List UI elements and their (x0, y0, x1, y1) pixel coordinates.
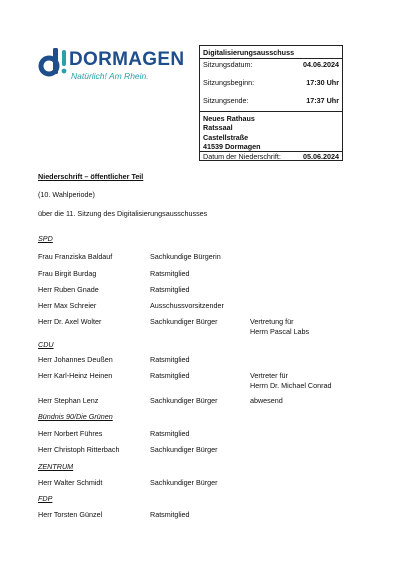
divider (200, 58, 342, 59)
member-row (38, 317, 368, 336)
member-name: Herr Max Schreier (38, 301, 97, 310)
member-row (38, 429, 368, 440)
meeting-start-label: Sitzungsbeginn: (203, 78, 255, 87)
logo-wordmark: DORMAGEN (69, 49, 185, 70)
member-role: Ratsmitglied (150, 510, 190, 519)
member-note-line: Vertretung für (250, 317, 294, 326)
minutes-date-label: Datum der Niederschrift: (203, 152, 281, 161)
meeting-date-label: Sitzungsdatum: (203, 60, 253, 69)
meeting-end-row (203, 96, 339, 105)
group-heading-fdp: FDP (38, 494, 53, 503)
group-heading-gruene: Bündnis 90/Die Grünen (38, 412, 113, 421)
meeting-end-label: Sitzungsende: (203, 96, 249, 105)
member-role: Ratsmitglied (150, 355, 190, 364)
member-name: Frau Birgit Burdag (38, 269, 97, 278)
meeting-start-row (203, 78, 339, 87)
meeting-info-box (199, 45, 343, 161)
member-role: Sachkundiger Bürger (150, 478, 218, 487)
member-name: Herr Karl-Heinz Heinen (38, 371, 113, 380)
member-note-line: Vertreter für (250, 371, 288, 380)
member-row (38, 371, 368, 390)
member-role: Ratsmitglied (150, 285, 190, 294)
group-heading-spd: SPD (38, 234, 53, 243)
meeting-start-value: 17:30 Uhr (306, 78, 339, 87)
member-row (38, 252, 368, 263)
member-name: Herr Norbert Führes (38, 429, 103, 438)
member-row (38, 285, 368, 296)
member-role: Ratsmitglied (150, 429, 190, 438)
member-role: Sachkundiger Bürger (150, 317, 218, 326)
member-row (38, 355, 368, 366)
election-period: (10. Wahlperiode) (38, 190, 95, 199)
minutes-date-value: 05.06.2024 (303, 152, 339, 161)
divider (200, 111, 342, 112)
member-note-line: Herrn Pascal Labs (250, 326, 310, 336)
meeting-end-value: 17:37 Uhr (306, 96, 339, 105)
minutes-date-row (203, 152, 339, 161)
meeting-location (203, 114, 261, 151)
logo-tagline: Natürlich! Am Rhein. (71, 71, 149, 81)
member-name: Herr Torsten Günzel (38, 510, 103, 519)
location-street: Castellstraße (203, 132, 249, 142)
member-name: Herr Johannes Deußen (38, 355, 113, 364)
member-row (38, 301, 368, 312)
document-title: Niederschrift – öffentlicher Teil (38, 172, 144, 181)
member-note (250, 317, 309, 336)
document-subtitle: über die 11. Sitzung des Digitalisierungsausschusses (38, 209, 208, 218)
member-role: Ausschussvorsitzender (150, 301, 224, 310)
member-name: Herr Walter Schmidt (38, 478, 103, 487)
member-role: Sachkundige Bürgerin (150, 252, 221, 261)
member-role: Sachkundiger Bürger (150, 445, 218, 454)
member-row (38, 269, 368, 280)
member-name: Herr Christoph Ritterbach (38, 445, 120, 454)
dormagen-logo (38, 46, 208, 86)
member-name: Herr Dr. Axel Wolter (38, 317, 102, 326)
member-row (38, 445, 368, 456)
member-role: Ratsmitglied (150, 371, 190, 380)
member-row (38, 478, 368, 489)
dormagen-logo-mark-icon (38, 46, 68, 84)
meeting-date-value: 04.06.2024 (303, 60, 339, 69)
member-note (250, 371, 332, 390)
member-note: abwesend (250, 396, 283, 405)
location-room: Ratssaal (203, 123, 233, 133)
member-name: Herr Ruben Gnade (38, 285, 99, 294)
member-role: Sachkundiger Bürger (150, 396, 218, 405)
group-heading-zentrum: ZENTRUM (38, 462, 74, 471)
location-building: Neues Rathaus (203, 114, 255, 123)
location-city: 41539 Dormagen (203, 141, 261, 151)
meeting-date-row (203, 60, 339, 69)
member-name: Herr Stephan Lenz (38, 396, 99, 405)
member-row (38, 396, 368, 407)
committee-name: Digitalisierungsausschuss (203, 48, 295, 57)
group-heading-cdu: CDU (38, 340, 54, 349)
member-note-line: Herrn Dr. Michael Conrad (250, 380, 332, 390)
member-name: Frau Franziska Baldauf (38, 252, 113, 261)
member-role: Ratsmitglied (150, 269, 190, 278)
member-row (38, 510, 368, 521)
